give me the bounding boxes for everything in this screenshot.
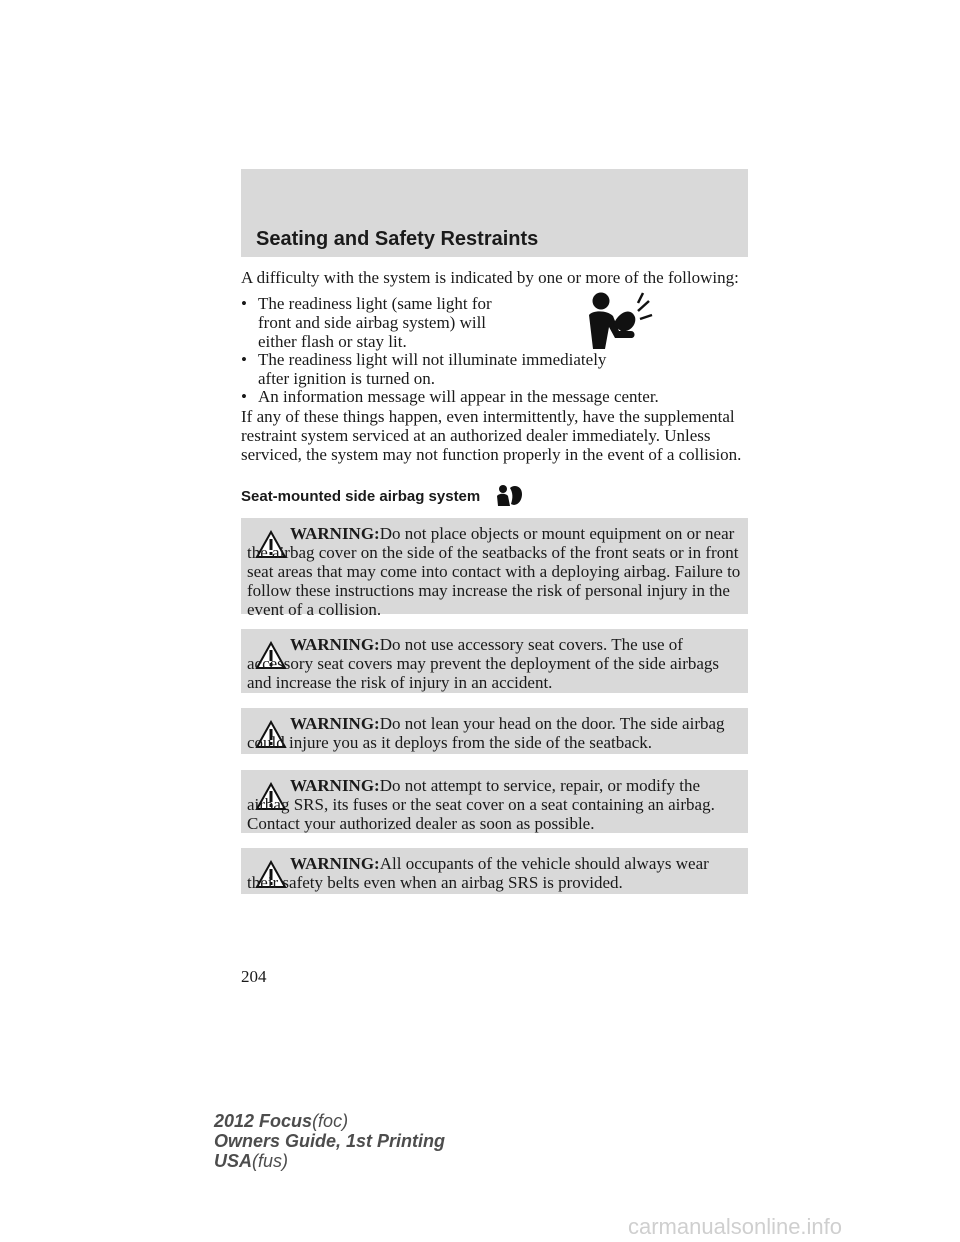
bullet-dot: • (241, 294, 247, 313)
page-number: 204 (241, 967, 267, 986)
bullet-dot: • (241, 350, 247, 369)
footer-edition: Owners Guide, 1st Printing (214, 1131, 446, 1151)
intro-text: A difficulty with the system is indicated by one or more of the following: (241, 268, 739, 287)
warning-body: All occupants of the vehicle should always wear their safety belts even when an airbag SRS is provided. (247, 854, 709, 892)
footer-model-code: (foc) (312, 1111, 349, 1131)
warning-box (241, 770, 748, 833)
footer-line (214, 1131, 445, 1151)
list-item (241, 387, 761, 407)
bullet-dot: • (241, 387, 247, 406)
warning-box (241, 708, 748, 754)
warning-label: WARNING: (290, 714, 380, 733)
print-footer (214, 1111, 445, 1171)
warning-label: WARNING: (290, 524, 380, 543)
warning-text (247, 635, 743, 692)
warning-label: WARNING: (290, 854, 380, 873)
list-item-text: The readiness light (same light for front and side airbag system) will either flash or stay lit. (258, 294, 492, 351)
footer-market: USA (214, 1151, 253, 1171)
warning-text (247, 714, 743, 752)
list-item (241, 350, 761, 390)
warning-body: Do not attempt to service, repair, or modify the airbag SRS, its fuses or the seat cover on a seat containing an airbag. Contact your authorized dealer as soon as possible. (247, 776, 715, 833)
section-header-band (241, 169, 748, 257)
subheading: Seat-mounted side airbag system (241, 488, 481, 505)
warning-label: WARNING: (290, 776, 380, 795)
side-airbag-icon (494, 484, 524, 508)
warning-label: WARNING: (290, 635, 380, 654)
list-item-text: The readiness light will not illuminate immediately after ignition is turned on. (258, 350, 607, 388)
warning-box (241, 518, 748, 619)
footer-market-code: (fus) (252, 1151, 289, 1171)
section-title: Seating and Safety Restraints (256, 228, 539, 250)
list-item-text: An information message will appear in the message center. (258, 387, 659, 406)
warning-body: Do not lean your head on the door. The side airbag could injure you as it deploys from the side of the seatback. (247, 714, 725, 752)
airbag-readiness-icon (583, 289, 655, 355)
footer-line (214, 1111, 445, 1131)
warning-text (247, 524, 743, 619)
warning-body: Do not use accessory seat covers. The use of accessory seat covers may prevent the deployment of the side airbags and increase the risk of injury in an accident. (247, 635, 720, 692)
footer-line (214, 1151, 445, 1171)
footer-model: 2012 Focus (214, 1111, 313, 1131)
warning-text (247, 776, 743, 833)
warning-box (241, 629, 748, 693)
paragraph: If any of these things happen, even intermittently, have the supplemental restraint system serviced at an authorized dealer immediately. Unless serviced, the system may not function properly in the event of a collision. (241, 407, 742, 464)
list-item (241, 294, 761, 354)
warning-text (247, 854, 743, 892)
watermark-link[interactable]: carmanualsonline.info (628, 1214, 843, 1239)
warning-body: Do not place objects or mount equipment on or near the airbag cover on the side of the seatbacks of the front seats or in front seat areas that may come into contact with a deploying airbag. Failure to follow these instructions may increase the risk of personal injury in the event of a collision. (247, 524, 741, 619)
warning-box (241, 848, 748, 894)
